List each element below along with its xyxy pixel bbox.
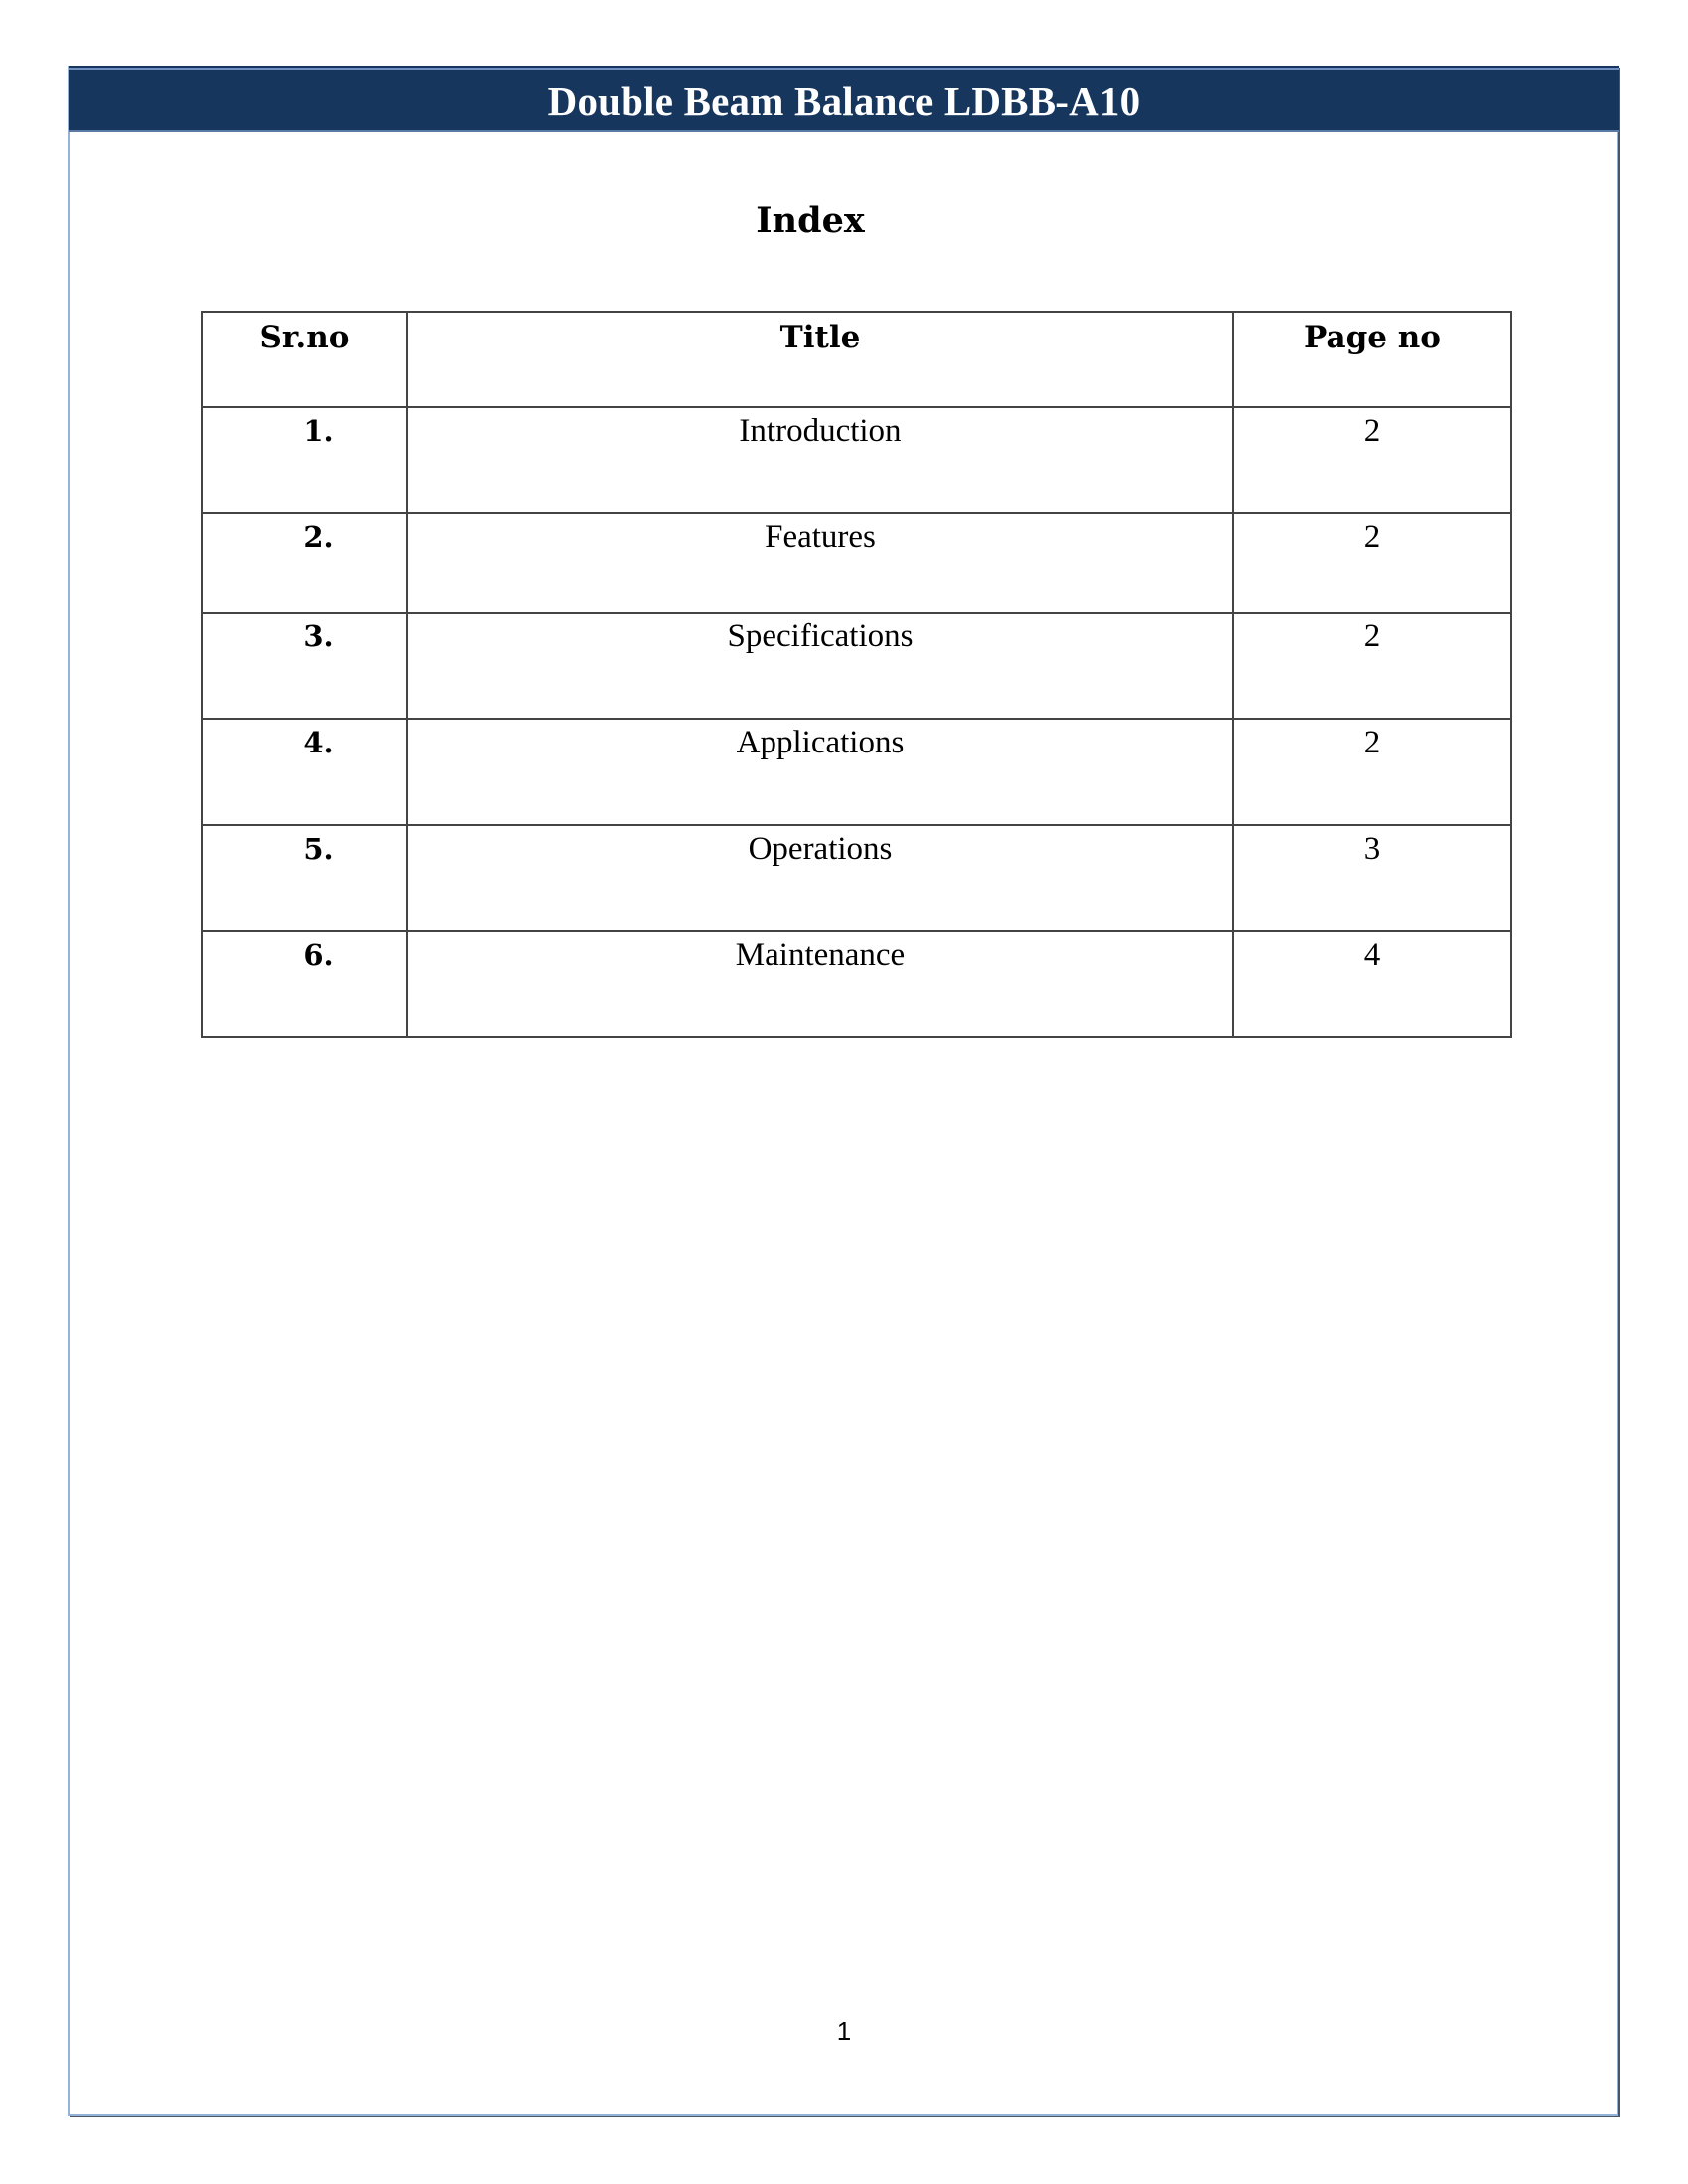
sr-no-cell: 3. bbox=[202, 613, 407, 719]
sr-no-cell: 6. bbox=[202, 931, 407, 1037]
table-row bbox=[202, 407, 1511, 513]
column-header-title: Title bbox=[407, 312, 1233, 407]
header-band bbox=[69, 66, 1619, 132]
column-header-page-no: Page no bbox=[1233, 312, 1511, 407]
title-cell: Specifications bbox=[407, 613, 1233, 719]
page-no-cell: 3 bbox=[1233, 825, 1511, 931]
table-row bbox=[202, 825, 1511, 931]
sr-no-cell: 4. bbox=[202, 719, 407, 825]
title-cell: Applications bbox=[407, 719, 1233, 825]
page-number: 1 bbox=[836, 2016, 852, 2046]
page-no-cell: 2 bbox=[1233, 407, 1511, 513]
sr-no-cell: 2. bbox=[202, 513, 407, 613]
title-cell: Features bbox=[407, 513, 1233, 613]
table-row bbox=[202, 719, 1511, 825]
page-no-cell: 2 bbox=[1233, 513, 1511, 613]
index-heading: Index bbox=[756, 201, 865, 241]
sr-no-cell: 5. bbox=[202, 825, 407, 931]
title-cell: Introduction bbox=[407, 407, 1233, 513]
page-no-cell: 2 bbox=[1233, 719, 1511, 825]
page-no-cell: 4 bbox=[1233, 931, 1511, 1037]
title-cell: Maintenance bbox=[407, 931, 1233, 1037]
sr-no-cell: 1. bbox=[202, 407, 407, 513]
page-no-cell: 2 bbox=[1233, 613, 1511, 719]
table-header-row bbox=[202, 312, 1511, 407]
title-cell: Operations bbox=[407, 825, 1233, 931]
document-title: Double Beam Balance LDBB-A10 bbox=[547, 77, 1141, 124]
table-row bbox=[202, 931, 1511, 1037]
table-row bbox=[202, 513, 1511, 613]
index-table bbox=[201, 311, 1512, 1038]
column-header-sr-no: Sr.no bbox=[202, 312, 407, 407]
table-row bbox=[202, 613, 1511, 719]
